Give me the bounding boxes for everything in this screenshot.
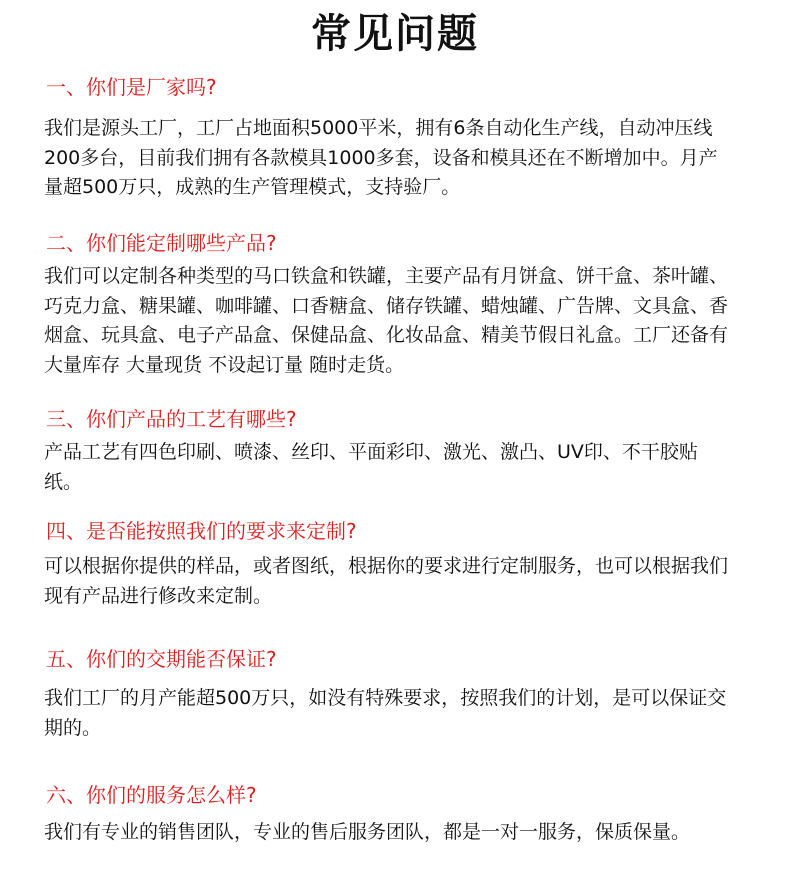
faq-question: 六、你们的服务怎么样? xyxy=(46,783,257,807)
faq-answer: 可以根据你提供的样品，或者图纸，根据你的要求进行定制服务，也可以根据我们现有产品进行修改来定制。 xyxy=(44,555,729,607)
faq-answer: 我们是源头工厂，工厂占地面积5000平米，拥有6条自动化生产线，自动冲压线200多台，目前我们拥有各款模具1000多套，设备和模具还在不断增加中。月产量超500万只，成熟的生产管理模式，支持验厂。 xyxy=(44,117,718,198)
faq-question: 五、你们的交期能否保证? xyxy=(46,647,277,671)
faq-answer: 产品工艺有四色印刷、喷漆、丝印、平面彩印、激光、激凸、UV印、不干胶贴纸。 xyxy=(44,441,698,493)
faq-answer: 我们工厂的月产能超500万只，如没有特殊要求，按照我们的计划，是可以保证交期的。 xyxy=(44,687,727,739)
faq-question: 一、你们是厂家吗? xyxy=(46,75,217,99)
page-title: 常见问题 xyxy=(311,11,479,57)
faq-question: 三、你们产品的工艺有哪些? xyxy=(46,407,297,431)
faq-answer: 我们可以定制各种类型的马口铁盒和铁罐，主要产品有月饼盒、饼干盒、茶叶罐、巧克力盒、糖果罐、咖啡罐、口香糖盒、储存铁罐、蜡烛罐、广告牌、文具盒、香烟盒、玩具盒、电子产品盒、保健品盒、化妆品盒、精美节假日礼盒。工厂还备有大量库存 大量现货 不设起订量 随时走货。 xyxy=(44,265,729,376)
faq-question: 二、你们能定制哪些产品? xyxy=(46,231,277,255)
faq-question: 四、是否能按照我们的要求来定制? xyxy=(46,519,357,543)
faq-answer: 我们有专业的销售团队，专业的售后服务团队，都是一对一服务，保质保量。 xyxy=(44,821,691,843)
